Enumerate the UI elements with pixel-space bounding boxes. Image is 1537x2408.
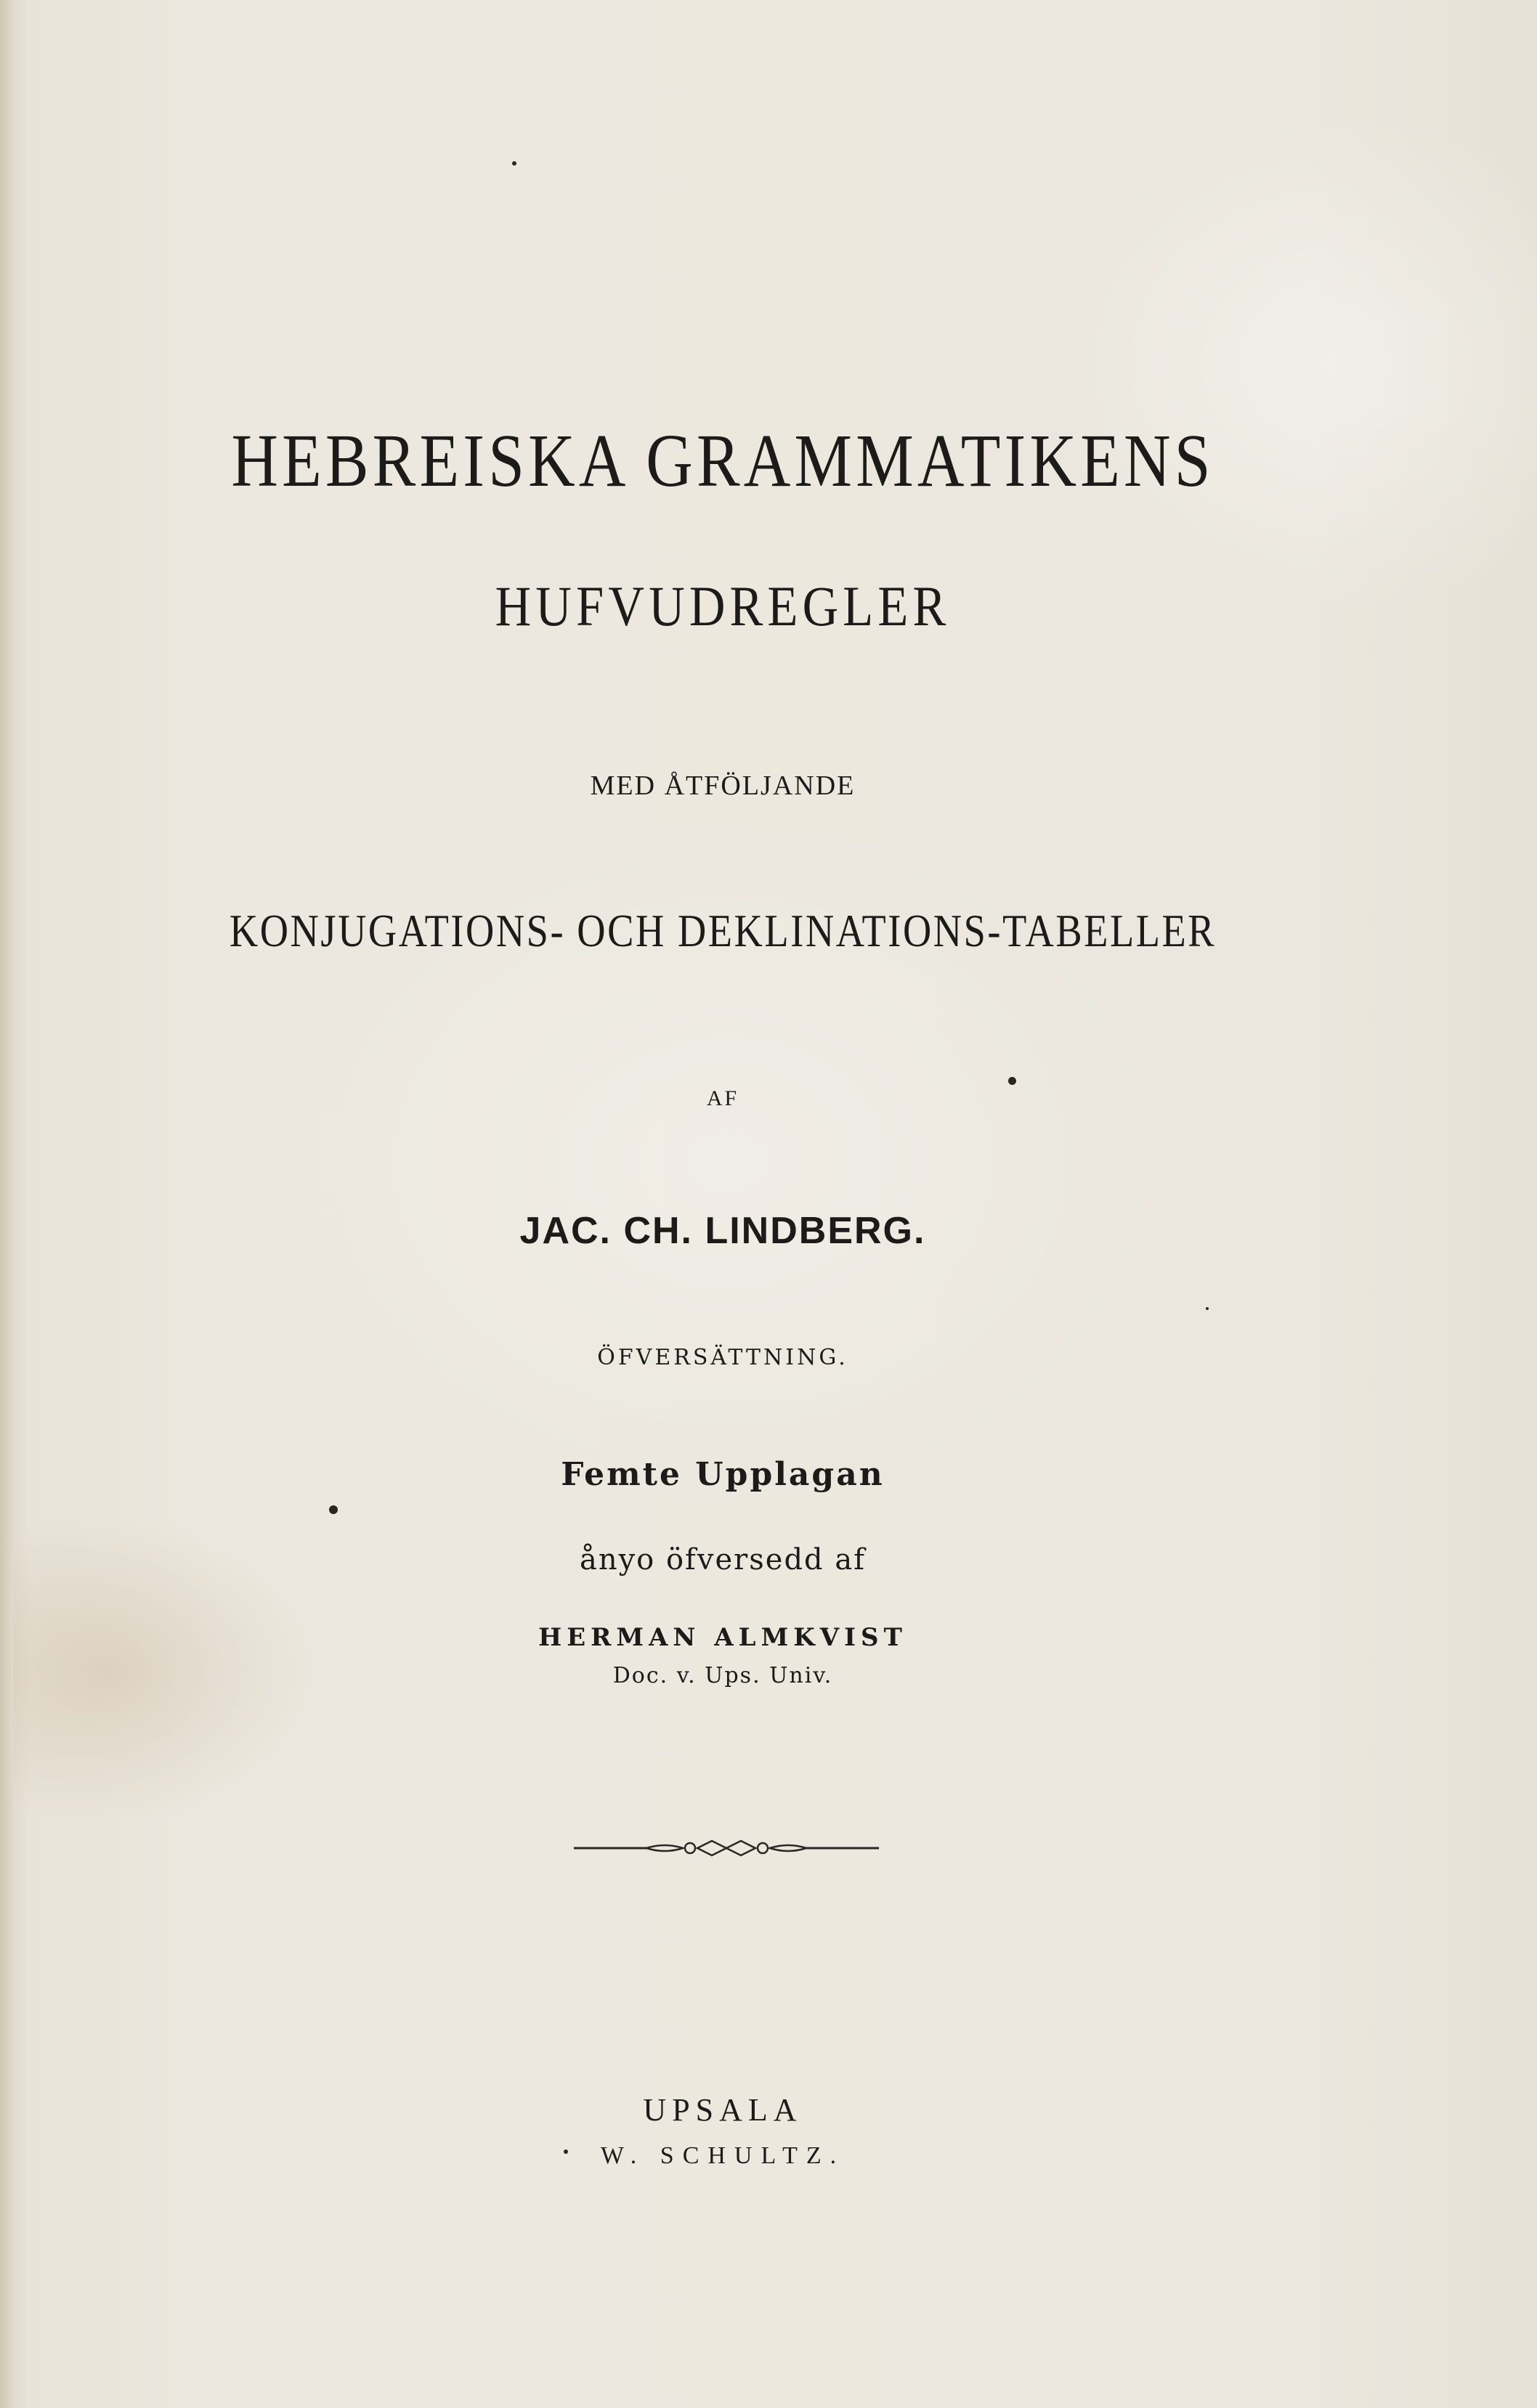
reviser-title: Doc. v. Ups. Univ. (612, 1663, 833, 1688)
connector-text: MED ÅTFÖLJANDE (590, 770, 856, 801)
publication-city: UPSALA (643, 2092, 803, 2128)
ornament-rule (574, 1834, 879, 1863)
tables-title: KONJUGATIONS- OCH DEKLINATIONS-TABELLER (229, 905, 1217, 956)
subtitle: HUFVUDREGLER (495, 574, 951, 638)
edition-text: Femte Upplagan (561, 1456, 885, 1493)
ink-speck (329, 1505, 338, 1514)
by-text: AF (706, 1086, 739, 1110)
ink-speck (1008, 1077, 1016, 1085)
main-title: HEBREISKA GRAMMATIKENS (231, 419, 1214, 503)
ink-speck (564, 2149, 568, 2154)
publisher-name: W. SCHULTZ. (600, 2142, 845, 2169)
ink-speck (1206, 1307, 1209, 1310)
reviser-name: HERMAN ALMKVIST (538, 1623, 907, 1652)
ink-speck (512, 161, 516, 166)
page-edge (0, 0, 13, 2408)
translation-note: ÖFVERSÄTTNING. (597, 1345, 848, 1370)
author-name: JAC. CH. LINDBERG. (519, 1210, 926, 1252)
revised-by-text: ånyo öfversedd af (579, 1543, 867, 1577)
